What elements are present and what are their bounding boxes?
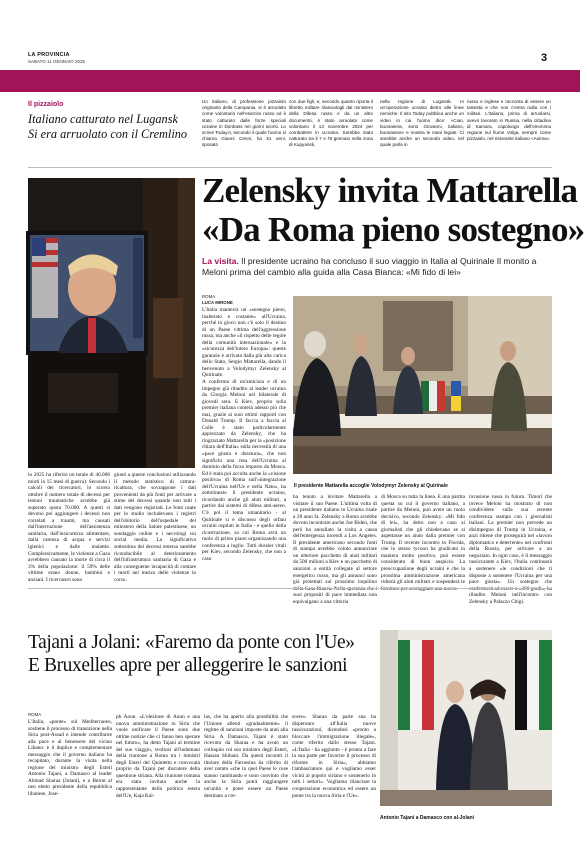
main-place: ROMA (202, 294, 216, 299)
second-col-b (116, 714, 200, 832)
main-deck (202, 256, 552, 278)
main-col-a-text: L'Italia manterrà un «sostegno pieno, inalterato e costante» all'Ucraina, perché in gioco non c'è solo il destino di un Paese vittima dell'aggressione russa, ma anche «il rispetto delle regole della comunità internazionale» e la «sicurezza dell'intero Europa»: queste garanzie è arrivata dalla più alta carica dello Stato, Sergio Mattarella, dando il benvenuto a Volodymyr Zelensky al Quirinale. A conferma di un'amicizia e di un impegno già ribadito al leader ucraino da Giorgia Meloni nel bilaterale di giovedì sera. E Kiev, proprio sulla premier italiana conterà adesso più che mai, grazie ai suoi ottimi rapporti con Donald Trump. Il faccia a faccia al Colle è stato particolarmente apprezzato da Zelensky, che ha ringraziato Mattarella per la «posizione chiara dell'Italia» sulla necessità di una «pace giusta e duratura», che non significhi una resa dell'Ucraina al dominio della forza imposto da Mosca. Ed è stata poi accolta anche la «visione positiva» di Roma sull'«integrazione dell'Ucraina nell'Ue e nella Nato», ha sottolineato il presidente ucraino, ricordando anche gli aiuti militari, a partire dai sistemi di difesa anti-aereo. C'è poi il tema umanitario - al Quirinale si è discusso degli orfani ucraini ospitati in Italia - e quello della ricostruzione, su cui Roma avrà un ruolo di primo piano organizzando una conferenza a luglio. Tutti dossier vitali per Kiev, secondo Zelensky, che non a caso (202, 307, 286, 562)
main-col-c (381, 494, 465, 586)
page-number: 3 (541, 52, 548, 64)
masthead-date: SABATO 11 GENNAIO 2025 (28, 59, 86, 64)
second-col-d-text: scere». Sharaa da parte sua ha dispensato all'Italia nuove rassicurazioni, dicendosi «pronto a bloccare l'immigrazione illegale», come riferito dallo stesso Tajani. «L'Italia - ha aggiunto - è pronta a fare la sua parte per favorire il processo di riforme in Siria», abbiamo l'ambasciatore qui e vogliamo esser vicini al popolo siriano e sostenerlo in tutti i settori». Vogliamo rilanciare la cooperazione economica ed essere un ponte tra la nuova Siria e l'Ue». (292, 714, 376, 799)
main-col-d-text: invasione russa in futuro. Timori che invece Meloni ha mostrato di non condividere sulla sua recente conferenza stampa con i giornalisti italiani. La premier non prevede un disimpegno di Trump in Ucraina, e anzi ritiene che proseguirà nel «lavoro diplomatico e deterrente» nei confronti della Russia, per arrivare a un negoziato. In ogni caso, è il messaggio rassicurante a Kiev, l'Italia continuerà a sostenere «le condizioni che ti disposte a sostenere l'Ucraina per una pace giusta». Un sostegno che ribadito Meloni nell'incontro con Zelensky a Palazzo Chigi. (469, 494, 552, 605)
brief-headline-2: Si era arruolato con il Cremlino (28, 127, 188, 141)
main-col-a (202, 307, 286, 579)
main-deck-text: Il presidente ucraino ha concluso il suo viaggio in Italia al Quirinale Il monito a Meloni prima del cambio alla guida alla Casa Bianca: «Mi fido di lei» (202, 256, 537, 277)
main-col-b-text: ha tenuto a invitare Mattarella a visitare il suo Paese. L'ultima volta di un presidente italiano in Ucraina risale a 28 anni fa. Zelensky a Roma avrebbe dovuto incontrare anche Joe Biden, che però ha annullato la visita a causa dell'emergenza incendi a Los Angeles. Il presidente americano secondo fonti di stampa avrebbe voluto annunciare un ulteriore pacchetto di aiuti militari da 500 milioni a Kiev e un pacchetto di sanzioni a entità collegate al settore energetico russo, ma gli annunci sono già proiettati sul prossimo inquilino suoi propositi di pace immediata non equivalgano a una vittoria (293, 494, 377, 605)
second-photo (380, 630, 552, 806)
brief-divider (28, 167, 552, 168)
masthead-paper: LA PROVINCIA (28, 52, 70, 58)
brief-col-4: russo e inglese e racconta di essere un tassista e che non c'entra nulla con i militari. L'italiano, prima di arruolarsi, avevo lavorato in Russia, nella cittadina di Samara, capoluogo dell'omonima regione sul fiume Volga, sempre come pizzaiolo, nel ristorante italiano «Anima». (467, 99, 551, 142)
masthead-bar (0, 70, 580, 92)
second-photo-caption: Antonio Tajani a Damasco con al-Jolani (380, 815, 475, 821)
main-photo-art (293, 296, 552, 474)
second-place: ROMA (28, 712, 42, 717)
section-divider (28, 588, 552, 589)
main-author: LUCA MIRONE (202, 300, 233, 305)
tv-photo (28, 178, 195, 468)
main-col-d (469, 494, 552, 605)
second-col-a (28, 719, 112, 831)
second-col-d (292, 714, 376, 832)
main-deck-kicker: La visita. (202, 256, 239, 266)
main-col-b (293, 494, 377, 605)
brief-headline-1: Italiano catturato nel Lugansk (28, 112, 178, 126)
brief-kicker: Il pizzaiolo (28, 101, 64, 108)
main-headline-2: «Da Roma pieno sostegno» (202, 210, 584, 249)
second-col-a-text: L'Italia, «ponte» sul Mediterraneo, sostiene il processo di transizione nella Siria post-Assad e intende contribuire alla pace e al benessere del vicino Libano: è il duplice e complementare messaggio che il governo italiano ha recapitato, durante la visita nella regione del ministro degli Esteri Antonio Tajani, a Damasco al leader Ahmad Sharaa (Jolani), e a Beirut al neo eletto presidente della repubblica libanese, Jose- (28, 719, 112, 798)
second-headline-1: Tajani a Jolani: «Faremo da ponte con l'Ue» (28, 632, 355, 653)
main-photo-caption: Il presidente Mattarella accoglie Volodymyr Zelensky al Quirinale (294, 483, 448, 489)
second-col-b-text: ph Aoun. «L'elezione di Aoun e una nuova amministrazione in Siria che vuole unificare il Paese sono due ottime notizie che ci fanno ben sperare nel futuro», ha detto Tajani al termine del suo viaggio, svoltosi all'indomani della riunione a Roma tra i ministri degli Esteri del Quintetto e convocata proprio da Tajani per discutere della questione siriana. Alla riunione romana era stata invitata anche la rappresentante della politica estera dell'Ue, Kaja Kal- (116, 714, 200, 799)
brief-col-3: nella regione di Lugansk. In un'operazione ucraina dietro alle linee nemiche. Il sito Today pubblica anche un video in cui l'uomo dice: «Ciao, buonasera, sono Giovanni, italiano, buonasera» e mostra le mani legate. Ci sarebbe anche un secondo video, nel quale parla in (380, 99, 464, 148)
brief-col-2: con due figli, e, secondo quanto riporta il libretto militare rilasciatogli dal ministero della Difesa russo e da un altro documento, è stato arruolato come volontario il 13 novembre 2024 per combattere in Ucraina. Sarebbe stato catturato tra il 7 e l'8 gennaio nella zona di Kupyansk, (289, 99, 373, 148)
main-photo (293, 296, 552, 474)
main-headline-1: Zelensky invita Mattarella (202, 171, 578, 210)
second-col-c-text: las, che ha aperto alla possibilità che l'Unione allenti «gradualmente» il regime di sanzioni imposte da anni alla Siria. A Damasco, Tajani è stato ricevuto da Sharaa e ha avuto un colloquio col suo ministro degli Esteri, Hassan Shibani. Da questi incontri il titolare della Farnesina ha riferito di aver notato «che in quel Paese le cose stanno cambiando e sono convinto che anche la Siria potrà raggiungere un'unità e poter essere un Paese destinato a cre- (204, 714, 288, 799)
tv-photo-art (28, 178, 195, 468)
left-col-a (28, 472, 110, 583)
brief-col-1: Un italiano, di professione pizzaiolo originario della Campania, si è arruolato come volontario nell'esercito russo ed è stato catturato dalle forze speciali ucraine in Donbass nei giorni scorsi. Lo scrive Today.it, secondo il quale l'uomo si chiama Gianni Cenni, ha 51 anni, sposato (202, 99, 286, 148)
second-col-c (204, 714, 288, 832)
main-col-c-text: di Mosca su tutta la linea. E una partita questa su cui il governo italiano, a partire da Meloni, può avere un ruolo decisivo, secondo Zelensky: «Mi fido di lei», ha detto non a caso ai giornalisti che gli chiedevano se si aspettasse un aiuto dalla premier con Trump. Il recente incontro in Florida, che lo stesso tycoon ha giudicato in maniera molto positivo, può essere considerato di buon auspicio. La preoccupazione degli ucraini è che la prossima amministrazione americana ridurrà gli aiuti militari e sospenderà le (381, 494, 465, 586)
second-photo-art (380, 630, 552, 806)
left-col-b-text: giunti a queste conclusioni utilizzando il metodo statistico di cattura-ricattura, che sovrappone i dati provenienti da più fonti per arrivare a stime dei decessi quando non tutti i dati vengono registrati. Le fonti usate per lo studio includevano i registri dell'obitorio dell'ospedale del ministero della Salute palestinese, un sondaggio online e i necrologi sui social media. La significativa sottostima dei decessi emersa sarebbe riconducibile al deterioramento dell'infrastruttura sanitaria di Gaza e alla conseguente incapacità di contare i morti nel mezzo delle violenze in corso. (114, 472, 196, 583)
second-headline-2: E Bruxelles apre per alleggerire le sanzioni (28, 655, 348, 676)
left-col-a-text: io 2025 ha riferito un totale di 46.006 morti in 15 mesi di guerra). Secondo i calcoli dei ricercatori, lo scorso ottobre il numero totale di decessi per lesioni traumatiche avrebbe già superato quota 70.000. A questi si devono poi aggiungere i decessi non correlati a traumi, ma causati dall'interruzione dell'assistenza sanitaria, dall'insicurezza alimentare, dalla carenza di acqua e servizi igienici e dalle malattie. Complessivamente, le violenze a Gaza avrebbero causato la morte di circa il 3% della popolazione: il 59% delle vittime erano donne, bambini e anziani. I ricercatori sono (28, 472, 110, 583)
left-col-b (114, 472, 196, 583)
